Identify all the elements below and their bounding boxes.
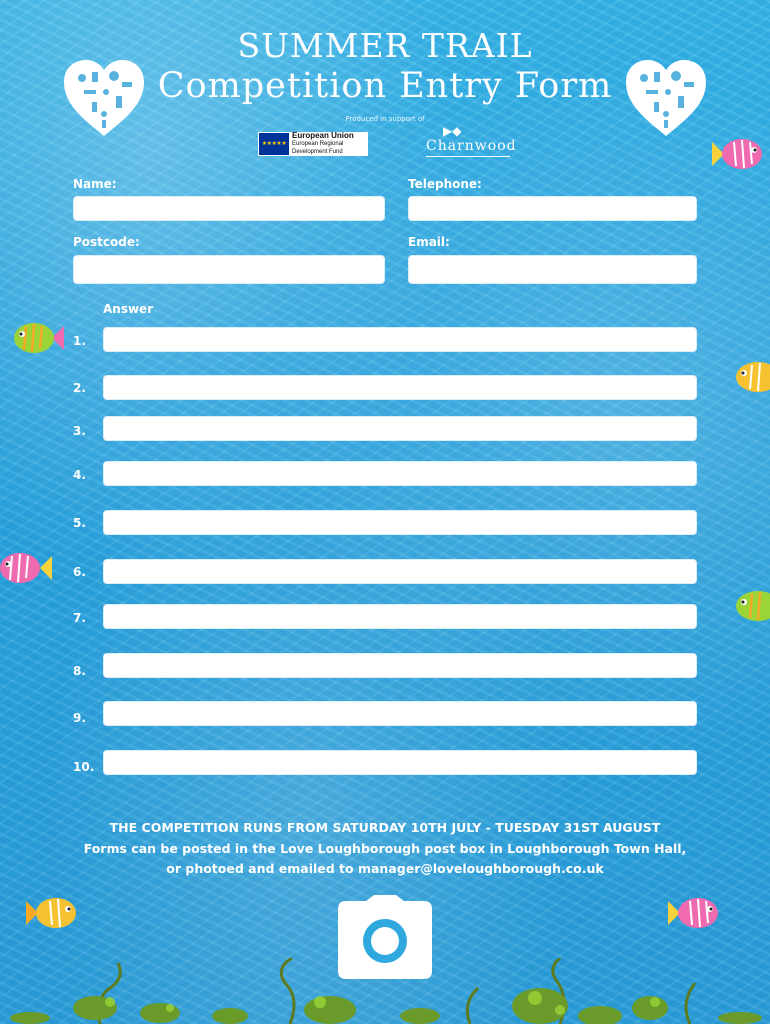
answer-field-1[interactable] — [103, 327, 697, 352]
telephone-field[interactable] — [408, 196, 697, 221]
answer-number: 9. — [73, 711, 86, 725]
fish-icon — [712, 134, 764, 174]
support-text: Produced in support of — [345, 115, 425, 123]
answer-field-8[interactable] — [103, 653, 697, 678]
charnwood-logo: Charnwood — [426, 138, 517, 154]
eu-flag-icon: ★★★★★ — [259, 133, 289, 155]
competition-dates: THE COMPETITION RUNS FROM SATURDAY 10TH JULY - TUESDAY 31ST AUGUST — [109, 820, 661, 835]
fish-icon — [668, 893, 720, 933]
answer-number: 1. — [73, 334, 86, 348]
answer-field-4[interactable] — [103, 461, 697, 486]
title-line-2: Competition Entry Form — [157, 66, 613, 106]
fish-icon — [26, 893, 78, 933]
answer-field-6[interactable] — [103, 559, 697, 584]
fish-icon — [12, 318, 64, 358]
answer-number: 3. — [73, 424, 86, 438]
answer-field-2[interactable] — [103, 375, 697, 400]
email-label: Email: — [408, 235, 450, 249]
eu-logo — [258, 132, 368, 156]
answer-header: Answer — [103, 302, 154, 316]
email-field[interactable] — [408, 255, 697, 284]
heart-icon — [62, 58, 146, 138]
heart-icon — [624, 58, 708, 138]
eu-logo-line-1: European Union — [292, 131, 354, 140]
eu-logo-line-2: European Regional — [292, 141, 344, 147]
fish-icon — [734, 586, 770, 626]
charnwood-fox-icon: ▶◆ — [443, 124, 462, 138]
title-line-1: SUMMER TRAIL — [237, 26, 533, 65]
postcode-field[interactable] — [73, 255, 385, 284]
telephone-label: Telephone: — [408, 177, 482, 191]
fish-icon — [734, 357, 770, 397]
answer-field-7[interactable] — [103, 604, 697, 629]
answer-field-5[interactable] — [103, 510, 697, 535]
submission-info-2: or photoed and emailed to manager@loveloughborough.co.uk — [166, 861, 604, 876]
answer-number: 2. — [73, 381, 86, 395]
answer-number: 5. — [73, 516, 86, 530]
answer-field-10[interactable] — [103, 750, 697, 775]
eu-logo-line-3: Development Fund — [292, 149, 343, 155]
answer-number: 10. — [73, 760, 95, 774]
answer-field-3[interactable] — [103, 416, 697, 441]
answer-number: 8. — [73, 664, 86, 678]
charnwood-underline — [426, 156, 510, 157]
name-field[interactable] — [73, 196, 385, 221]
answer-number: 6. — [73, 565, 86, 579]
fish-icon — [0, 548, 52, 588]
answer-number: 7. — [73, 611, 86, 625]
answer-field-9[interactable] — [103, 701, 697, 726]
name-label: Name: — [73, 177, 117, 191]
submission-info-1: Forms can be posted in the Love Loughborough post box in Loughborough Town Hall, — [83, 841, 687, 856]
postcode-label: Postcode: — [73, 235, 140, 249]
answer-number: 4. — [73, 468, 86, 482]
seaweed-icon — [0, 958, 770, 1024]
